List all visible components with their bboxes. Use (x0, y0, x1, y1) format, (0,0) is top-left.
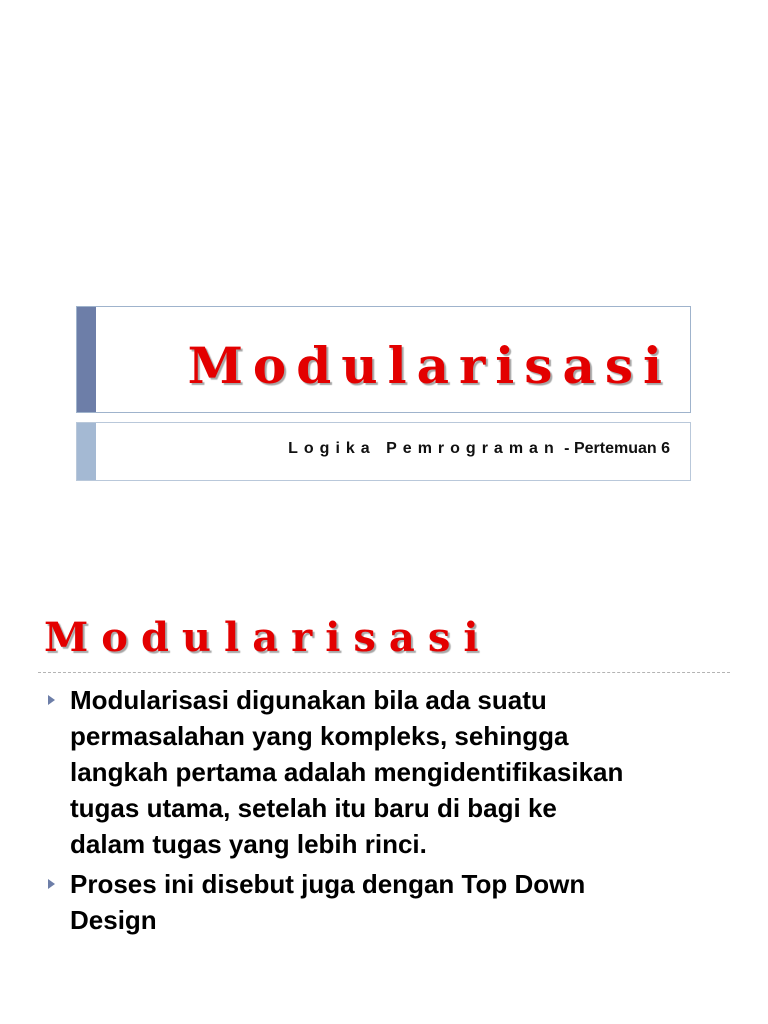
bullet-text-line: permasalahan yang kompleks, sehingga (70, 721, 569, 751)
title-divider (38, 672, 730, 673)
slide-title: Modularisasi (187, 336, 672, 395)
bullet-text-line: langkah pertama adalah mengidentifikasikan (70, 757, 624, 787)
subtitle-accent-bar (77, 423, 96, 480)
content-title: Modularisasi (44, 614, 492, 661)
triangle-bullet-icon (48, 879, 55, 889)
triangle-bullet-icon (48, 695, 55, 705)
bullet-text-line: Proses ini disebut juga dengan Top Down (70, 869, 586, 899)
content-slide (0, 600, 768, 1024)
bullet-item (46, 682, 736, 862)
title-box (76, 306, 691, 413)
subtitle-course: Logika Pemrograman (288, 440, 560, 457)
title-accent-bar (77, 307, 96, 412)
bullet-text-line: Design (70, 905, 157, 935)
bullet-item (46, 866, 736, 938)
bullet-text-line: Modularisasi digunakan bila ada suatu (70, 685, 547, 715)
bullet-text-line: tugas utama, setelah itu baru di bagi ke (70, 793, 557, 823)
subtitle-box (76, 422, 691, 481)
slide-subtitle (288, 440, 670, 458)
bullet-text-line: dalam tugas yang lebih rinci. (70, 829, 427, 859)
bullet-list (46, 682, 736, 942)
subtitle-meeting: - Pertemuan 6 (559, 440, 670, 457)
